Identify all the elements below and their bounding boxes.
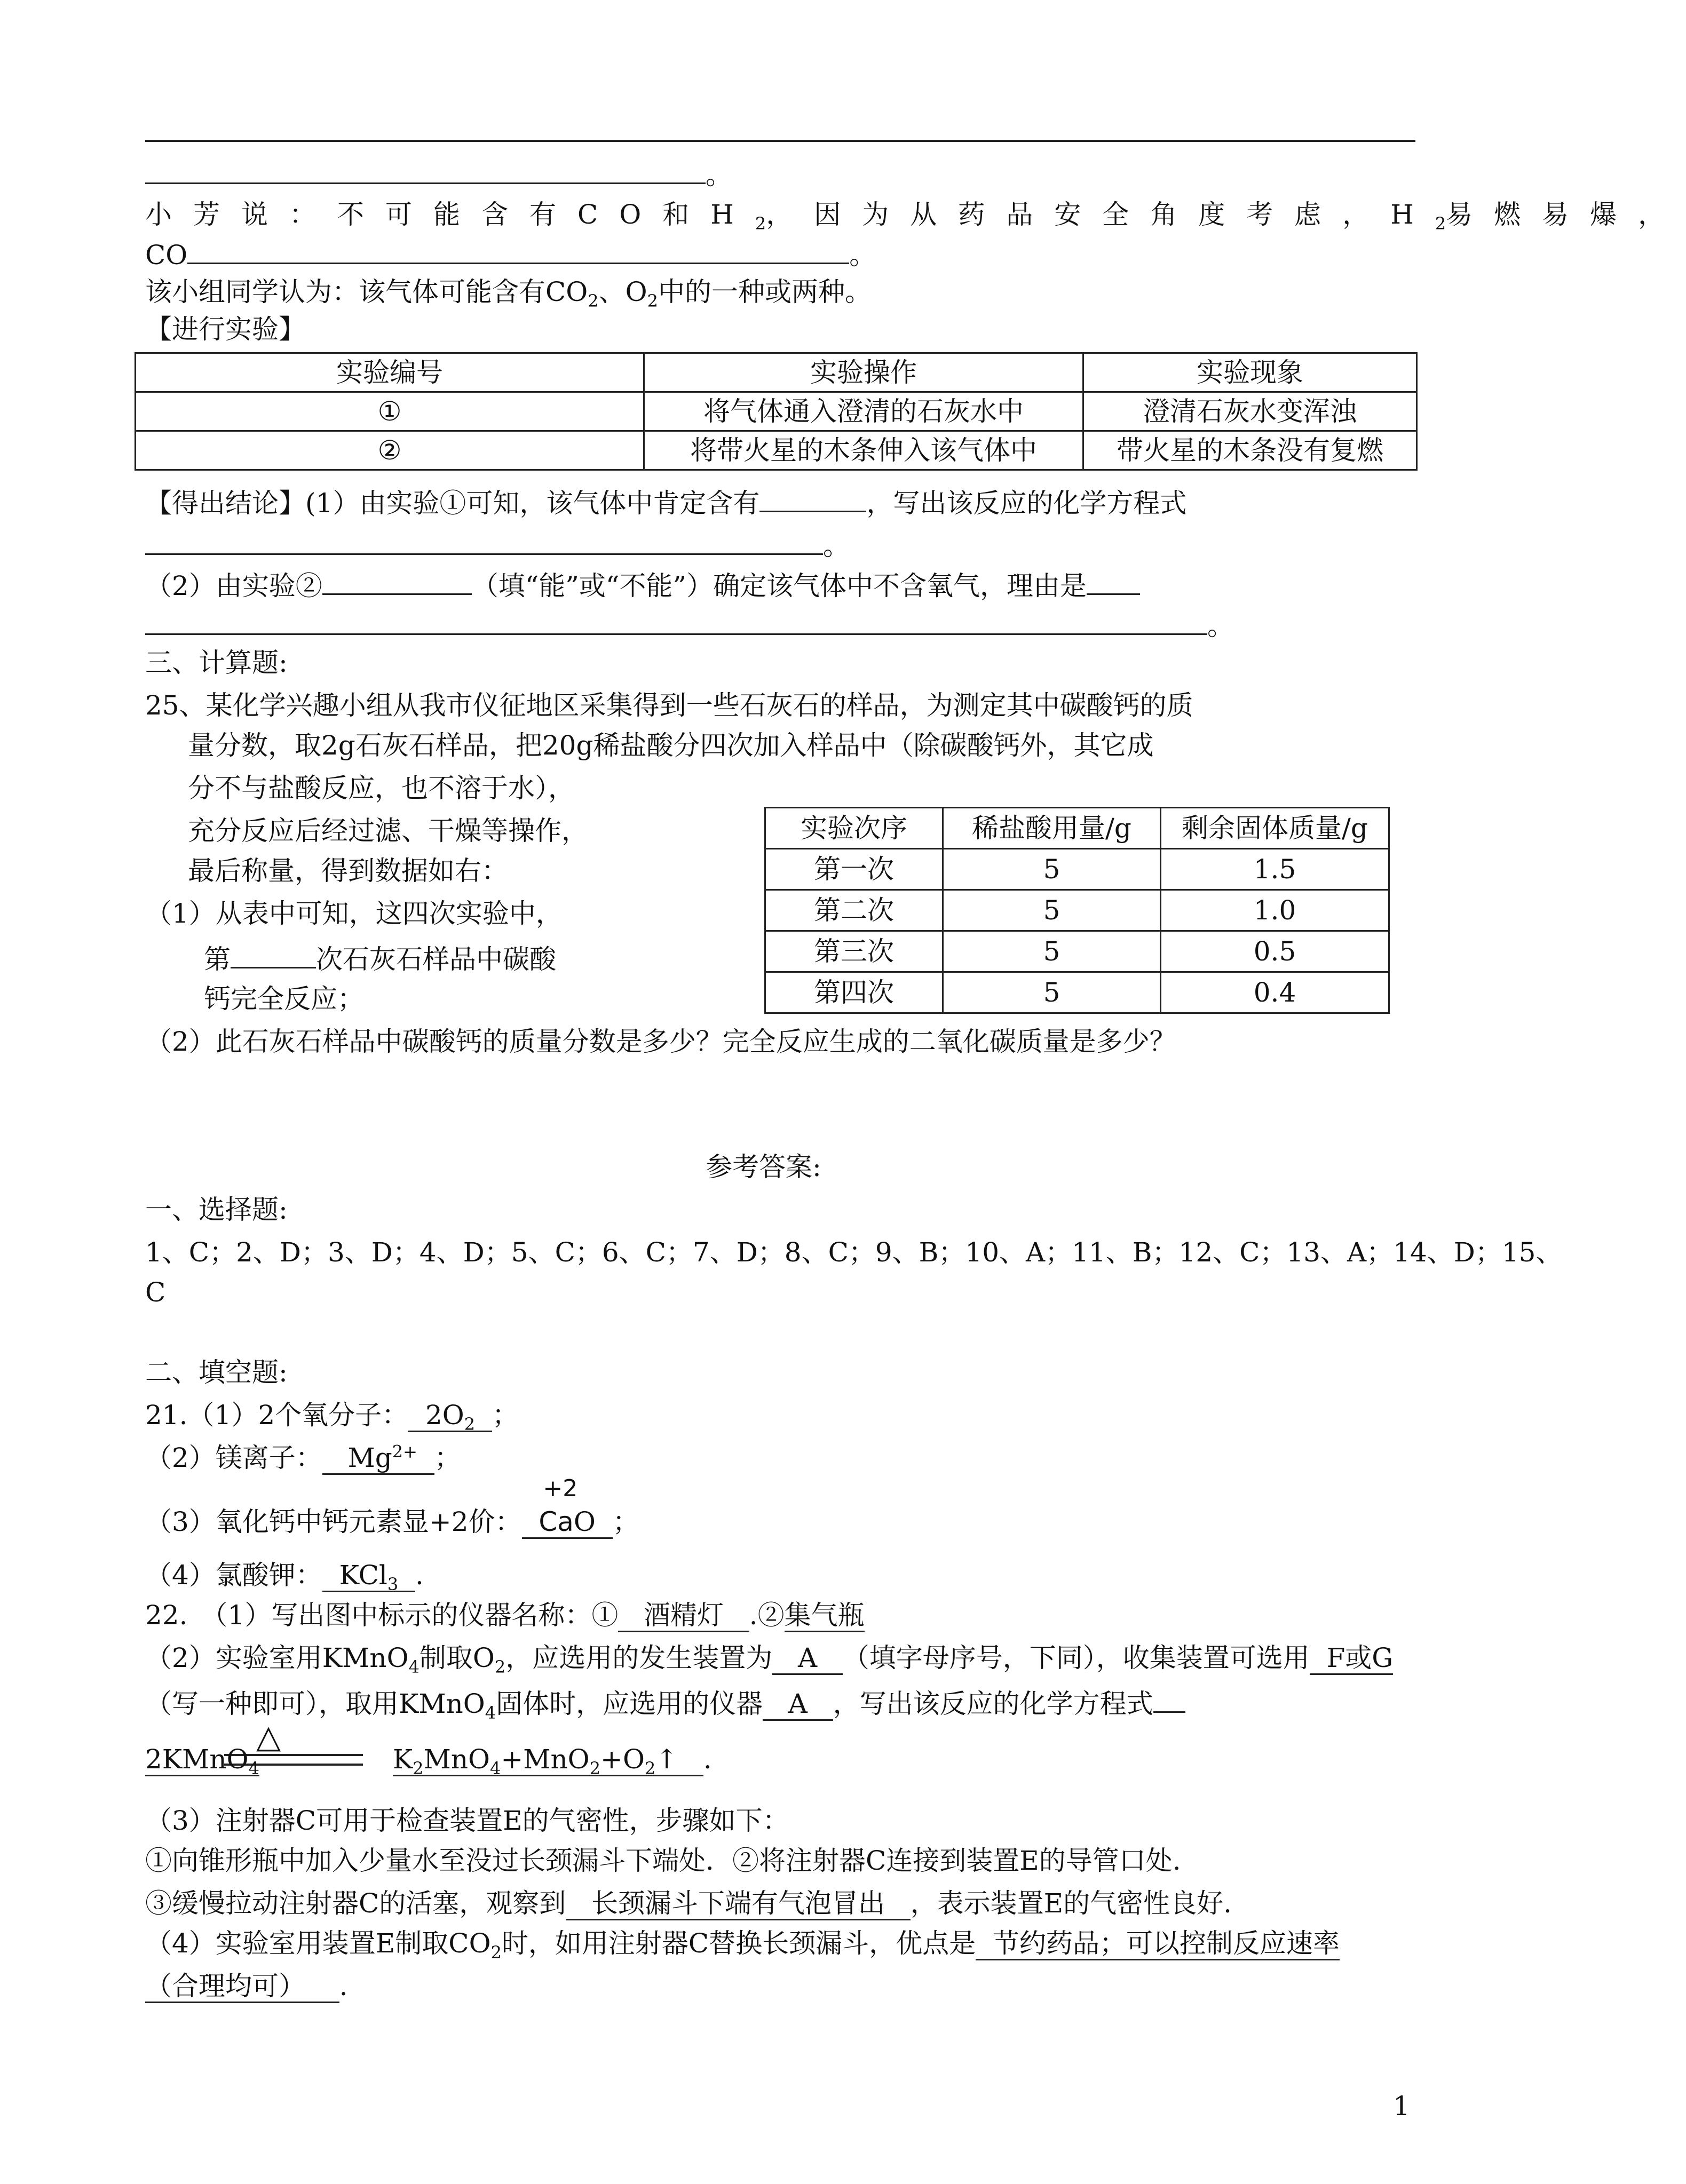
table-row: 第四次 5 0.4 [765, 972, 1389, 1013]
q25-sub1-a: （1）从表中可知，这四次实验中， [145, 898, 563, 929]
q25-line-5: 最后称量，得到数据如右： [188, 855, 508, 886]
xiaofang-line: 小芳说：不可能含有CO和$H_2$，因为从药品安全角度考虑，$H_2$易燃易爆， [145, 199, 1686, 234]
blank-line-0: 。 [145, 156, 732, 191]
mc-answers-line-1: 1、C；2、D；3、D；4、D；5、C；6、C；7、D；8、C；9、B；10、A；11、B；12、C；13、A；14、D；15、 [145, 1237, 1563, 1268]
table-row: ② 将带火星的木条伸入该气体中 带火星的木条没有复燃 [136, 431, 1417, 470]
q22-4: （3）注射器C可用于检查装置E的气密性，步骤如下： [145, 1805, 789, 1836]
section-experiment: 【进行实验】 [145, 314, 305, 345]
conclusion-blank: 。 [145, 527, 850, 562]
data-table [764, 807, 1390, 1014]
q25-sub2: （2）此石灰石样品中碳酸钙的质量分数是多少？完全反应生成的二氧化碳质量是多少？ [145, 1026, 1176, 1057]
q21-3: （3）氧化钙中钙元素显+2价： +2 CaO ； [145, 1506, 639, 1538]
q22-1: 22. （1）写出图中标示的仪器名称：① 酒精灯 .②集气瓶 [145, 1599, 865, 1631]
table-row: 实验次序 稀盐酸用量/g 剩余固体质量/g [765, 808, 1389, 849]
experiment-table [134, 352, 1418, 471]
q21-1: 21.（1）2个氧分子： $2O_2$ ； [145, 1400, 519, 1434]
q25-line-3: 分不与盐酸反应，也不溶于水）， [188, 773, 575, 804]
conclusion-line-1: 【得出结论】(1）由实验①可知，该气体中肯定含有 ，写出该反应的化学方程式 [145, 484, 1186, 519]
top-rule [145, 140, 1415, 142]
table-row: 第二次 5 1.0 [765, 890, 1389, 931]
section-calc: 三、计算题: [145, 647, 288, 678]
q22-3: （写一种即可），取用KMnO$_4$固体时，应选用的仪器 A ，写出该反应的化学方程式 [145, 1685, 1185, 1720]
answers-section-2: 二、填空题: [145, 1357, 288, 1388]
q25-line-2: 量分数，取2g石灰石样品，把20g稀盐酸分四次加入样品中（除碳酸钙外，其它成 [188, 730, 1154, 761]
equation-line: 2KMnO$_4$ $K_2MnO_4+MnO_2+O_2↑$ . [145, 1744, 712, 1778]
q22-8: （合理均可） . [145, 1970, 347, 2002]
q25-line-4: 充分反应后经过滤、干燥等操作， [188, 815, 588, 846]
answers-section-1: 一、选择题: [145, 1194, 288, 1225]
answers-title: 参考答案: [706, 1151, 821, 1182]
q25-line-1: 25、某化学兴趣小组从我市仪征地区采集得到一些石灰石的样品，为测定其中碳酸钙的质 [145, 690, 1193, 721]
heat-delta-icon: △ [256, 1718, 281, 1756]
q25-sub1-c: 钙完全反应； [204, 983, 364, 1014]
q22-7: （4）实验室用装置E制取$CO_2$时，如用注射器C替换长颈漏斗，优点是 节约药品；可以控制反应速率 [145, 1928, 1340, 1963]
q22-5: ①向锥形瓶中加入少量水至没过长颈漏斗下端处．②将注射器C连接到装置E的导管口处. [145, 1845, 1181, 1876]
table-row: 第一次 5 1.5 [765, 849, 1389, 890]
conclusion-blank-2: 。 [145, 607, 1234, 642]
table-row: 第三次 5 0.5 [765, 931, 1389, 972]
q21-2: （2）镁离子： $Mg^{2+}$ ； [145, 1442, 461, 1474]
q22-2: （2）实验室用KMnO$_4$制取$O_2$，应选用的发生装置为 A （填字母序号，下同），收集装置可选用 F或G [145, 1642, 1394, 1677]
q25-sub1-b: 第 次石灰石样品中碳酸 [204, 940, 556, 975]
q22-6: ③缓慢拉动注射器C的活塞，观察到 长颈漏斗下端有气泡冒出 ，表示装置E的气密性良好. [145, 1887, 1232, 1919]
table-row: ① 将气体通入澄清的石灰水中 澄清石灰水变浑浊 [136, 392, 1417, 431]
page-number: 1 [1393, 2091, 1410, 2122]
group-line: 该小组同学认为：该气体可能含有$CO_2$、$O_2$中的一种或两种。 [145, 276, 872, 311]
conclusion-line-2: （2）由实验② （填“能”或“不能”）确定该气体中不含氧气，理由是 [145, 567, 1140, 602]
table-row: 实验编号 实验操作 实验现象 [136, 353, 1417, 392]
mc-answers-line-2: C [145, 1277, 166, 1308]
valence-calcium: +2 Ca [539, 1475, 578, 1537]
co-line: CO 。 [145, 236, 876, 271]
q21-4: （4）氯酸钾： KCl$_3$ . [145, 1560, 424, 1594]
